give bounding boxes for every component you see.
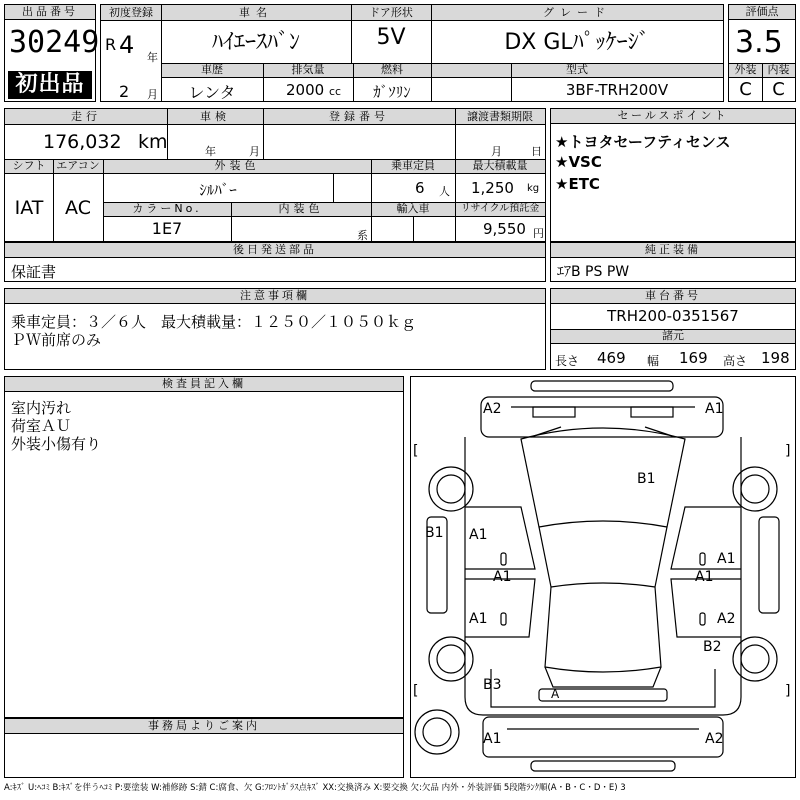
inspection-year-unit: 年 (205, 145, 216, 158)
max-load-label: 最大積載量 (472, 159, 528, 172)
mark-l-quarter: B3 (483, 677, 502, 693)
inspector-line-1: 室内汚れ (11, 399, 72, 417)
svg-text:[: [ (413, 683, 419, 699)
first-reg-year: 4 (119, 31, 135, 59)
history-value: レンタ (188, 83, 236, 102)
height-label: 高さ (723, 354, 748, 368)
fuel-label: 燃料 (381, 63, 403, 76)
ext-score: C (739, 79, 752, 100)
office-box (4, 718, 404, 778)
first-listing-badge: 初出品 (8, 71, 92, 99)
recycle-label: リサイクル預託金 (460, 203, 540, 214)
office-label: 事務局よりご案内 (5, 719, 403, 734)
int-color-suffix: 系 (357, 229, 368, 242)
mark-hood: B1 (637, 471, 656, 487)
score-label: 評価点 (729, 5, 795, 20)
deadline-month-unit: 月 (491, 145, 502, 158)
chassis-value: TRH200-0351567 (607, 307, 739, 325)
mark-lr-door: A1 (469, 611, 488, 627)
lot-box (4, 4, 100, 102)
max-load-unit: kg (527, 183, 540, 194)
first-reg-era: R (105, 35, 117, 54)
mark-rr-door: A2 (717, 611, 736, 627)
height-value: 198 (761, 349, 790, 367)
int-color-label: 内装色 (278, 202, 324, 215)
ext-color-label: 外装色 (214, 159, 260, 172)
recycle-unit: 円 (533, 227, 544, 240)
inspector-line-2: 荷室ＡＵ (11, 417, 72, 435)
shift-label: シフト (12, 159, 46, 172)
notes-line-2: ＰＷ前席のみ (11, 331, 102, 349)
later-parts-value: 保証書 (11, 263, 57, 281)
first-reg-label: 初度登録 (109, 6, 153, 19)
fuel-value: ｶﾞｿﾘﾝ (373, 83, 411, 101)
first-reg-month-unit: 月 (147, 88, 158, 101)
history-label: 車歴 (201, 63, 223, 76)
svg-text:]: ] (785, 443, 791, 459)
sales-point-1: ★トヨタセーフティセンス (555, 133, 731, 151)
grade-label: グレード (543, 6, 611, 19)
recycle-value: 9,550 (483, 220, 526, 238)
color-no-label: カラーNo. (132, 202, 202, 215)
mark-rear-left: A1 (483, 731, 502, 747)
aircon-value: AC (65, 197, 91, 219)
mark-r-quarter: B2 (703, 639, 722, 655)
inspector-line-3: 外装小傷有り (11, 435, 102, 453)
deadline-label: 譲渡書類期限 (467, 110, 533, 123)
ext-label: 外装 (734, 63, 757, 76)
inspector-label: 検査員記入欄 (5, 377, 403, 392)
legend-text: A:ｷｽﾞ U:ﾍｺﾐ B:ｷｽﾞを伴うﾍｺﾐ P:要塗装 W:補修跡 S:錆 C:腐食、欠 G:ﾌﾛﾝﾄｶﾞﾗｽ点ｷｽﾞ XX:交換済み X:要交換 欠:欠品 内外・外装評価 5段階ﾗﾝｸ順(A・B・C・D・E) 3 (4, 783, 626, 793)
capacity-label: 乗車定員 (391, 159, 435, 172)
inspection-label: 車検 (200, 110, 230, 123)
later-parts-box (4, 242, 546, 282)
int-score: C (772, 79, 785, 100)
model-value: 3BF-TRH200V (565, 81, 669, 99)
score-value: 3.5 (735, 25, 783, 60)
width-value: 169 (679, 349, 708, 367)
displacement-value: 2000 (286, 81, 325, 99)
mark-l-sill: A1 (493, 569, 512, 585)
mark-left-fender: B1 (425, 525, 444, 541)
chassis-label: 車台番号 (551, 289, 795, 304)
equipment-label: 純正装備 (551, 243, 795, 258)
shift-value: IAT (14, 197, 44, 219)
sales-point-2: ★VSC (555, 153, 602, 171)
capacity-value: 6 (415, 179, 425, 197)
main-spec-box (100, 4, 724, 102)
svg-text:]: ] (785, 683, 791, 699)
model-label: 型式 (566, 63, 588, 76)
chassis-box (550, 288, 796, 370)
mark-tailgate: A (551, 687, 560, 701)
mark-front-right: A1 (705, 401, 724, 417)
mark-lf-door: A1 (469, 527, 488, 543)
notes-box (4, 288, 546, 370)
sales-point-box (550, 108, 796, 242)
detail-box (4, 108, 546, 242)
sales-point-label: セールスポイント (551, 109, 795, 124)
notes-line-1: 乗車定員：３／６人 最大積載量：１２５０／１０５０ｋｇ (11, 313, 417, 331)
color-no-value: 1E7 (151, 219, 183, 238)
inspection-month-unit: 月 (249, 145, 260, 158)
width-label: 幅 (647, 354, 660, 368)
reg-no-label: 登録番号 (329, 110, 389, 123)
inspector-box (4, 376, 404, 718)
mark-r-sill: A1 (695, 569, 714, 585)
door-label: ドア形状 (369, 6, 413, 19)
ext-color-value: ｼﾙﾊﾞｰ (199, 181, 237, 199)
equipment-box (550, 242, 796, 282)
svg-text:[: [ (413, 443, 419, 459)
displacement-label: 排気量 (291, 63, 325, 76)
first-reg-year-unit: 年 (147, 51, 158, 64)
mark-front-left: A2 (483, 401, 502, 417)
aircon-label: エアコン (56, 159, 100, 172)
equipment-value: ｴｱB PS PW (557, 264, 630, 280)
deadline-day-unit: 日 (531, 145, 542, 158)
length-value: 469 (597, 349, 626, 367)
length-label: 長さ (555, 354, 580, 368)
car-outline-diagram (411, 377, 795, 777)
capacity-unit: 人 (439, 185, 450, 198)
displacement-unit: cc (329, 85, 342, 98)
grade-value: DX GLﾊﾟｯｹｰｼﾞ (504, 30, 650, 55)
mileage-unit: km (138, 131, 168, 153)
later-parts-label: 後日発送部品 (5, 243, 545, 258)
mark-rear-right: A2 (705, 731, 724, 747)
dims-label: 諸元 (662, 329, 684, 342)
import-label: 輸入車 (396, 202, 430, 215)
door-value: 5V (376, 25, 406, 50)
mark-rf-door: A1 (717, 551, 736, 567)
score-box (728, 4, 796, 102)
sales-point-3: ★ETC (555, 175, 600, 193)
max-load-value: 1,250 (471, 179, 514, 197)
notes-label: 注意事項欄 (5, 289, 545, 304)
int-label: 内装 (767, 63, 790, 76)
car-name-label: 車名 (239, 6, 273, 19)
mileage-label: 走行 (71, 110, 101, 123)
mileage-value: 176,032 (43, 131, 122, 153)
lot-number: 30249 (9, 25, 100, 60)
lot-label: 出品番号 (5, 5, 95, 20)
car-name-value: ﾊｲｴｰｽﾊﾞﾝ (211, 30, 300, 55)
car-diagram (410, 376, 796, 778)
first-reg-month: 2 (119, 82, 130, 101)
